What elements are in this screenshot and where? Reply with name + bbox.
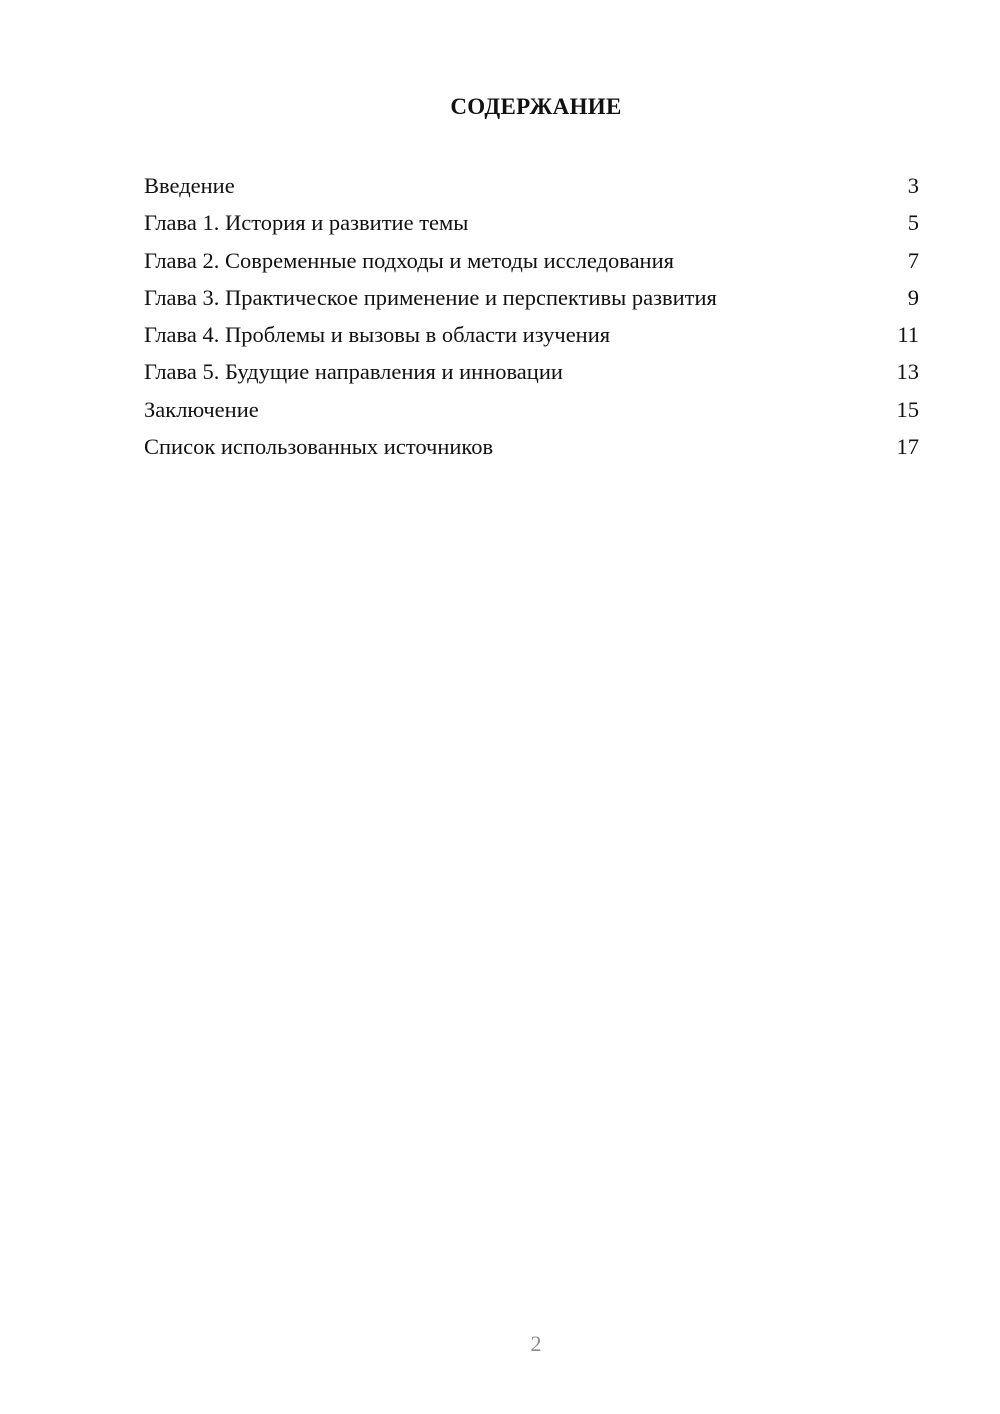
- toc-item-references[interactable]: [144, 428, 919, 465]
- toc-item-label: Глава 1. История и развитие темы: [144, 210, 469, 236]
- toc-item-label: Глава 3. Практическое применение и перспективы развития: [144, 284, 717, 310]
- toc-item-label: Глава 2. Современные подходы и методы исследования: [144, 247, 674, 273]
- toc-item-page: 15: [896, 396, 919, 422]
- toc-item-page: 13: [896, 359, 919, 385]
- toc-item-label: Заключение: [144, 396, 259, 422]
- toc-item-label: Глава 5. Будущие направления и инновации: [144, 359, 563, 385]
- page-title: СОДЕРЖАНИЕ: [450, 94, 622, 119]
- toc-item-page: 5: [907, 210, 919, 236]
- toc-item-page: 9: [907, 284, 919, 310]
- toc-item-chapter-2[interactable]: [144, 242, 919, 279]
- toc-item-chapter-5[interactable]: [144, 353, 919, 390]
- toc-item-page: 17: [896, 434, 919, 460]
- toc-item-page: 3: [907, 173, 919, 198]
- toc-item-conclusion[interactable]: [144, 391, 919, 428]
- toc-item-chapter-4[interactable]: [144, 316, 919, 353]
- toc-item-label: Введение: [144, 173, 235, 198]
- toc-item-chapter-3[interactable]: [144, 279, 919, 316]
- toc-item-label: Список использованных источников: [144, 434, 494, 460]
- toc-item-page: 11: [897, 322, 919, 348]
- table-of-contents: [144, 167, 919, 465]
- page-number: 2: [530, 1331, 542, 1356]
- toc-item-chapter-1[interactable]: [144, 204, 919, 241]
- toc-item-page: 7: [907, 247, 919, 273]
- toc-item-label: Глава 4. Проблемы и вызовы в области изучения: [144, 322, 611, 348]
- toc-item-introduction[interactable]: [144, 167, 919, 204]
